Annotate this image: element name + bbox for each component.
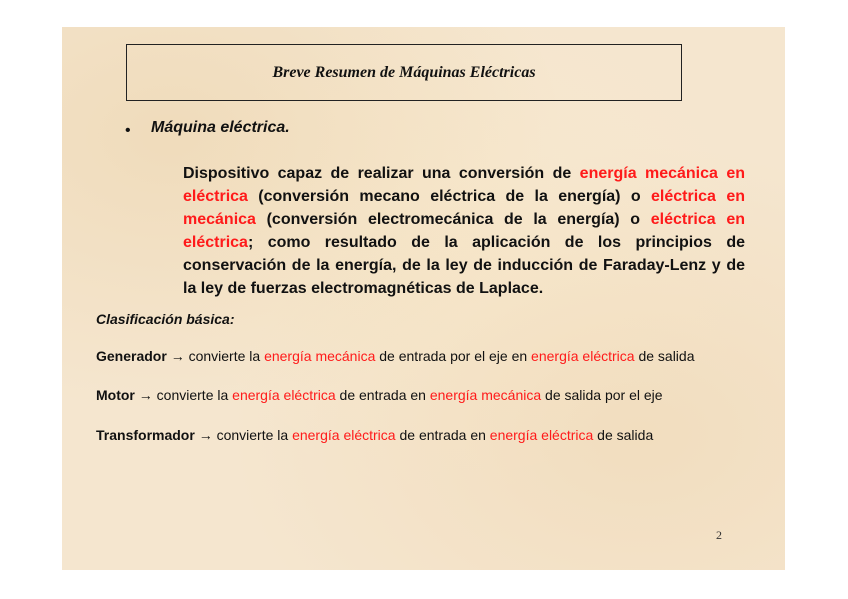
definition-text: Dispositivo capaz de realizar una conversión de bbox=[183, 165, 580, 182]
item-text: de salida bbox=[593, 427, 654, 443]
item-name: Transformador bbox=[96, 427, 195, 443]
classification-item-motor bbox=[96, 387, 663, 403]
arrow-icon: → bbox=[198, 427, 213, 443]
highlight-term: energía eléctrica bbox=[489, 427, 594, 443]
bullet-dot: • bbox=[125, 122, 131, 139]
item-text: de salida bbox=[634, 348, 695, 364]
definition-text: (conversión mecano eléctrica de la energía) o bbox=[247, 188, 652, 205]
item-text: convierte la bbox=[184, 348, 265, 364]
item-text: de entrada en bbox=[335, 387, 430, 403]
slide-title: Breve Resumen de Máquinas Eléctricas bbox=[272, 63, 536, 81]
highlight-term: energía mecánica bbox=[429, 387, 542, 403]
highlight-term: energía eléctrica bbox=[531, 348, 635, 364]
classification-item-transformador bbox=[96, 427, 653, 443]
classification-heading: Clasificación básica: bbox=[96, 311, 235, 327]
item-name: Motor bbox=[96, 387, 135, 403]
item-text: convierte la bbox=[152, 387, 233, 403]
item-name: Generador bbox=[96, 348, 167, 364]
highlight-term: eléctrica en mecánica bbox=[183, 188, 745, 228]
item-text: de entrada por el eje en bbox=[375, 348, 532, 364]
item-text: de salida por el eje bbox=[541, 387, 663, 403]
definition-text: ; como resultado de la aplicación de los principios de conservación de la energía, de la ley de inducción de Faraday-Lenz y de la ley de fuerzas electromagnéticas de Laplace. bbox=[183, 234, 745, 297]
bullet-heading: Máquina eléctrica. bbox=[151, 119, 290, 136]
page-number: 2 bbox=[716, 528, 722, 542]
highlight-term: energía mecánica en eléctrica bbox=[183, 165, 745, 205]
definition-text: (conversión electromecánica de la energía) o bbox=[255, 211, 651, 228]
item-text: de entrada en bbox=[395, 427, 490, 443]
highlight-term: energía mecánica bbox=[264, 348, 376, 364]
arrow-icon: → bbox=[170, 348, 185, 364]
slide bbox=[62, 27, 785, 570]
arrow-icon: → bbox=[138, 387, 153, 403]
highlight-term: eléctrica en eléctrica bbox=[183, 211, 745, 251]
highlight-term: energía eléctrica bbox=[232, 387, 336, 403]
item-text: convierte la bbox=[212, 427, 293, 443]
title-box bbox=[126, 44, 682, 101]
definition-paragraph bbox=[183, 162, 745, 300]
highlight-term: energía eléctrica bbox=[292, 427, 396, 443]
classification-item-generador bbox=[96, 348, 695, 364]
